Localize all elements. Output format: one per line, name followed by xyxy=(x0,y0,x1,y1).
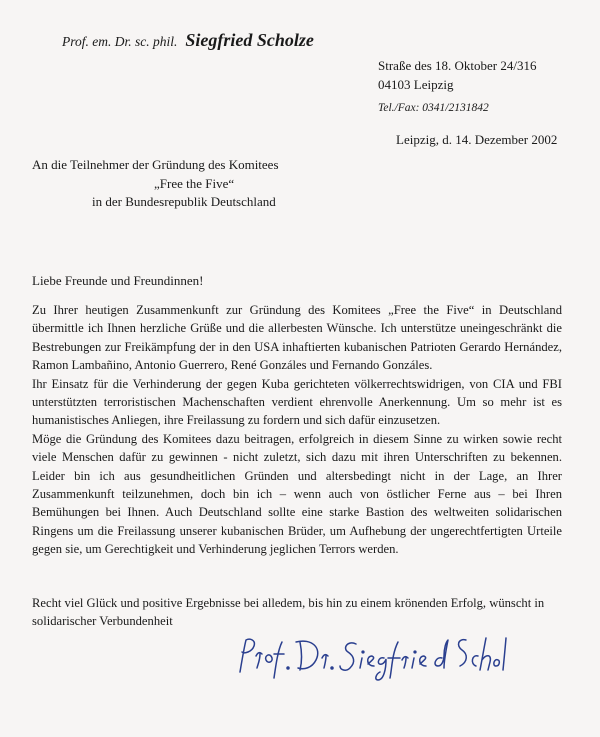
letterhead-name: Siegfried Scholze xyxy=(185,30,314,50)
salutation: Liebe Freunde und Freundinnen! xyxy=(32,273,204,288)
letter-date: Leipzig, d. 14. Dezember 2002 xyxy=(396,132,558,147)
letterhead xyxy=(62,30,314,51)
letterhead-title: Prof. em. Dr. sc. phil. xyxy=(62,34,178,49)
handwritten-signature xyxy=(230,630,510,690)
recipient-line-1: An die Teilnehmer der Gründung des Komitees xyxy=(32,157,279,172)
address-street: Straße des 18. Oktober 24/316 xyxy=(378,58,537,73)
body-paragraph-3: Möge die Gründung des Komitees dazu beitragen, erfolgreich in diesem Sinne zu wirken sowie recht viele Menschen dafür zu gewinnen - nicht zuletzt, sich dazu mit ihren Unterschriften zu bekennen. Leider bin ich aus gesundheitlichen Gründen und altersbedingt nicht in der Lage, an Ihrer Zusammenkunft teilzunehmen, doch bin ich – wenn auch von östlicher Ferne aus – bei Ihren Bemühungen bei Ihnen. Auch Deutschland sollte eine starke Bastion des weltweiten solidarischen Ringens um die Freilassung unserer kubanischen Brüder, um Aufhebung der ungerechtfertigten Urteile gegen sie, um Gerechtigkeit und Verhinderung jeglichen Terrors werden. xyxy=(32,431,562,557)
address-city: 04103 Leipzig xyxy=(378,76,454,92)
signature-graphic xyxy=(230,630,510,690)
closing: Recht viel Glück und positive Ergebnisse bei alledem, bis hin zu einem krönenden Erfolg, wünscht in solidarischer Verbundenheit xyxy=(32,596,545,629)
letter-body xyxy=(32,301,562,559)
address-telfax: Tel./Fax: 0341/2131842 xyxy=(378,102,489,114)
recipient-block xyxy=(32,156,279,212)
body-paragraph-1: Zu Ihrer heutigen Zusammenkunft zur Gründung des Komitees „Free the Five“ in Deutschland übermittle ich Ihnen herzliche Grüße und die allerbesten Wünsche. Ich unterstütze uneingeschränkt die Bestrebungen zur Freikämpfung der in den USA inhaftierten kubanischen Patrioten Gerardo Hernández, Ramon Lambañino, Antonio Guerrero, René Gonzáles und Fernando Gonzáles. xyxy=(32,303,562,373)
sender-address xyxy=(378,57,537,118)
recipient-line-2: „Free the Five“ xyxy=(154,175,235,191)
recipient-line-3: in der Bundesrepublik Deutschland xyxy=(92,194,276,209)
body-paragraph-2: Ihr Einsatz für die Verhinderung der gegen Kuba gerichteten völkerrechtswidrigen, von CIA und FBI unterstützten terroristischen Machenschaften verdient ehrenvolle Anerkennung. Um so mehr ist es humanistisches Anliegen, ihre Freilassung zu fordern und sich dafür einzusetzen. xyxy=(32,376,562,428)
